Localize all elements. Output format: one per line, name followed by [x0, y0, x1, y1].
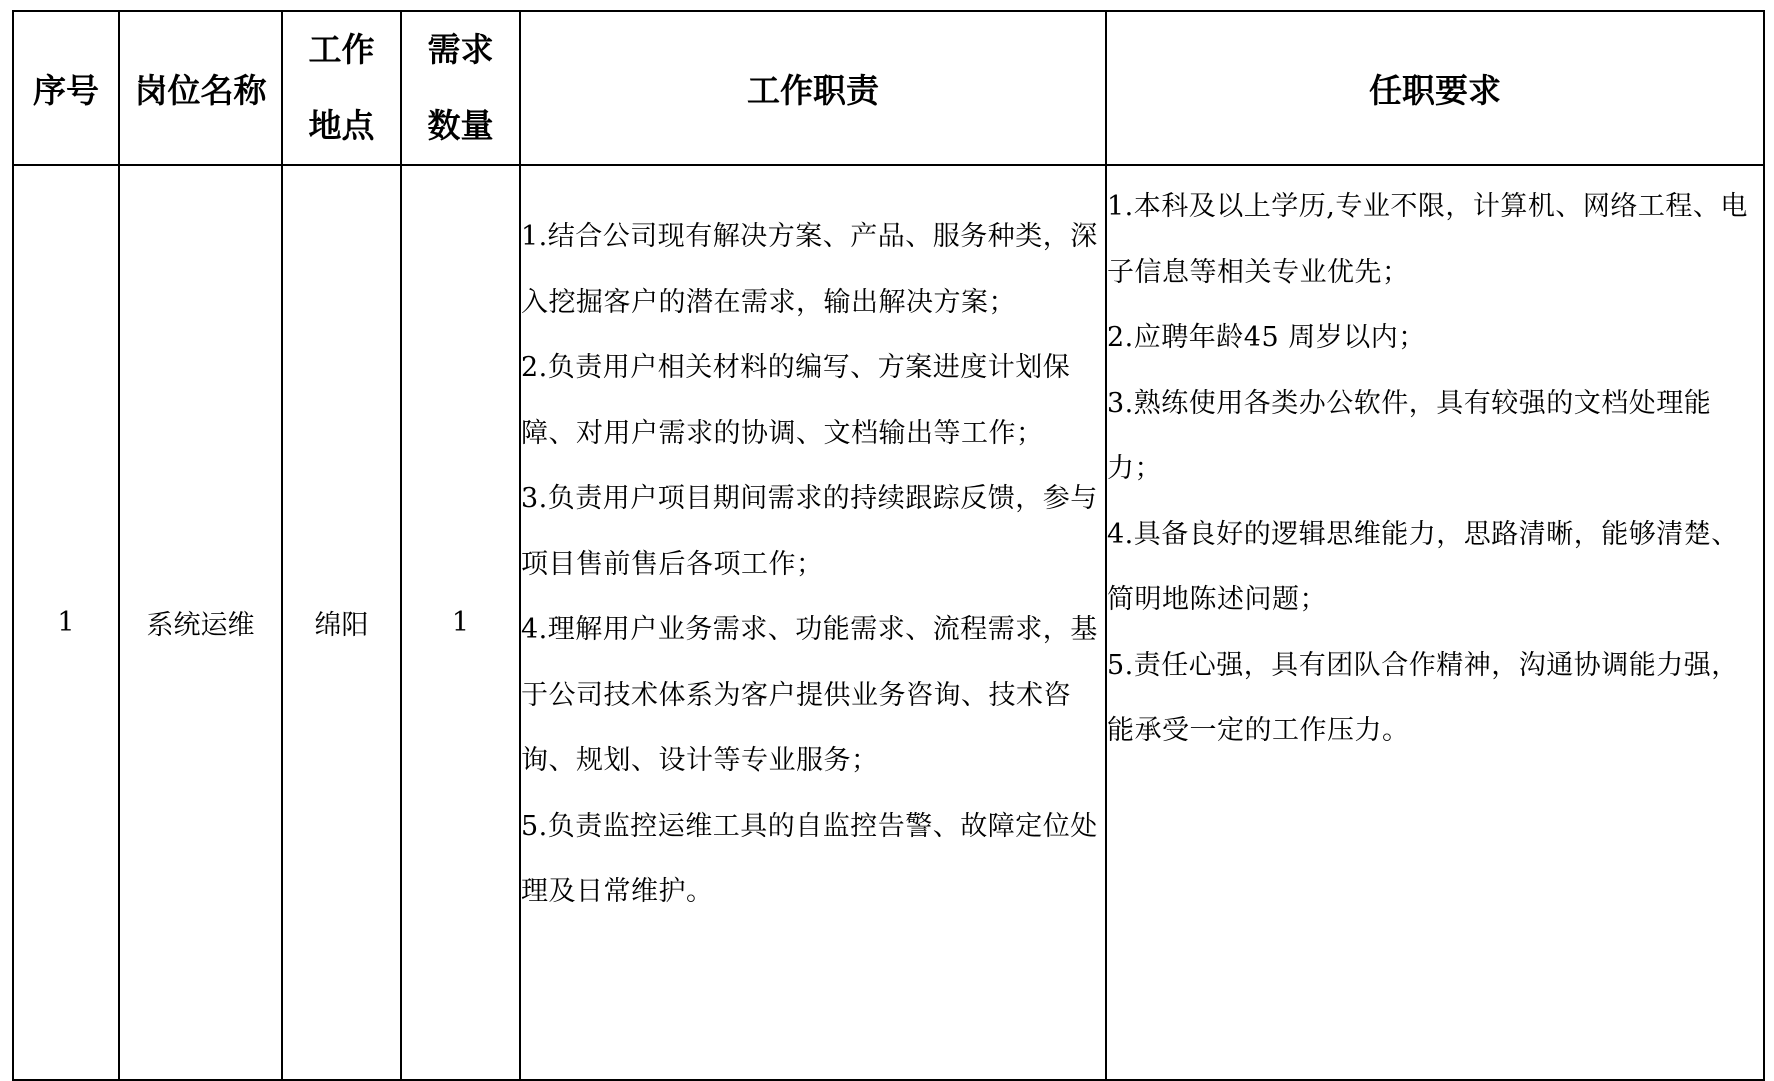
header-quantity	[401, 11, 520, 165]
requirement-item: 2.应聘年龄45 周岁以内；	[1107, 322, 1426, 353]
header-quantity-line2: 数量	[427, 106, 494, 145]
requirement-item: 5.责任心强，具有团队合作精神，沟通协调能力强，能承受一定的工作压力。	[1107, 649, 1739, 746]
duty-item: 1.结合公司现有解决方案、产品、服务种类，深入挖掘客户的潜在需求，输出解决方案；	[521, 221, 1098, 318]
duty-item: 4.理解用户业务需求、功能需求、流程需求，基于公司技术体系为客户提供业务咨询、技术咨询、规划、设计等专业服务；	[521, 614, 1098, 776]
cell-position-name: 系统运维	[119, 165, 282, 1080]
header-index: 序号	[13, 11, 119, 165]
table-row	[13, 165, 1764, 1080]
header-quantity-line1: 需求	[427, 30, 494, 69]
header-requirements: 任职要求	[1106, 11, 1764, 165]
header-location-line1: 工作	[308, 30, 375, 69]
requirement-item: 3.熟练使用各类办公软件，具有较强的文档处理能力；	[1107, 387, 1712, 484]
job-posting-table	[12, 10, 1765, 1081]
header-duties: 工作职责	[520, 11, 1106, 165]
cell-duties	[520, 165, 1106, 1080]
duty-item: 2.负责用户相关材料的编写、方案进度计划保障、对用户需求的协调、文档输出等工作；	[521, 352, 1071, 449]
duty-item: 5.负责监控运维工具的自监控告警、故障定位处理及日常维护。	[521, 810, 1098, 907]
cell-quantity: 1	[401, 165, 520, 1080]
header-position-name: 岗位名称	[119, 11, 282, 165]
duty-item: 3.负责用户项目期间需求的持续跟踪反馈，参与项目售前售后各项工作；	[521, 483, 1098, 580]
requirement-item: 1.本科及以上学历,专业不限，计算机、网络工程、电子信息等相关专业优先；	[1107, 191, 1748, 288]
cell-location: 绵阳	[282, 165, 401, 1080]
requirement-item: 4.具备良好的逻辑思维能力，思路清晰，能够清楚、简明地陈述问题；	[1107, 518, 1739, 615]
header-row	[13, 11, 1764, 165]
header-location-line2: 地点	[308, 106, 375, 145]
header-location	[282, 11, 401, 165]
cell-requirements	[1106, 165, 1764, 1080]
cell-index: 1	[13, 165, 119, 1080]
